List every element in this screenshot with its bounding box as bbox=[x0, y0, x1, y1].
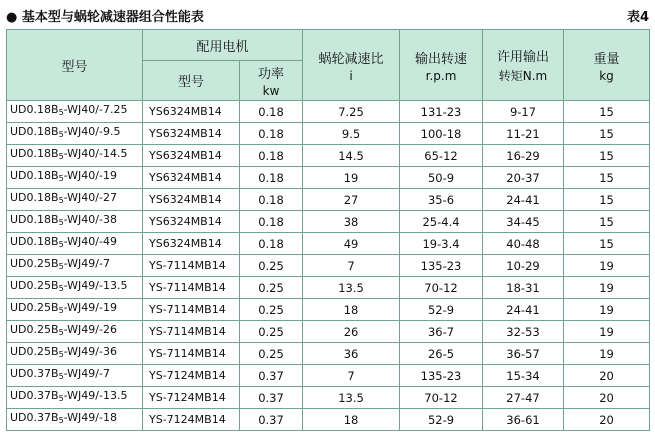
cell-model: $UD0.37B_5-WJ49/-18$ bbox=[7, 409, 143, 431]
cell-weight: 15 bbox=[564, 233, 650, 255]
header-speed: 输出转速 r.p.m bbox=[400, 30, 483, 101]
cell-motor: YS-7114MB14 bbox=[143, 321, 240, 343]
cell-motor: YS-7114MB14 bbox=[143, 255, 240, 277]
cell-weight: 15 bbox=[564, 189, 650, 211]
table-row bbox=[7, 189, 650, 211]
cell-speed: 65-12 bbox=[400, 145, 483, 167]
cell-ratio: 18 bbox=[303, 409, 400, 431]
cell-speed: 52-9 bbox=[400, 409, 483, 431]
cell-model: $UD0.18B_5-WJ40/-9.5$ bbox=[7, 123, 143, 145]
table-row bbox=[7, 123, 650, 145]
header-motor-model: 型号 bbox=[143, 61, 240, 101]
cell-torque: 40-48 bbox=[483, 233, 564, 255]
cell-weight: 20 bbox=[564, 409, 650, 431]
header-ratio: 蜗轮减速比 i bbox=[303, 30, 400, 101]
cell-model: $UD0.25B_5-WJ49/-7$ bbox=[7, 255, 143, 277]
table-row bbox=[7, 387, 650, 409]
cell-weight: 19 bbox=[564, 321, 650, 343]
cell-motor: YS-7114MB14 bbox=[143, 299, 240, 321]
cell-weight: 15 bbox=[564, 123, 650, 145]
cell-weight: 19 bbox=[564, 277, 650, 299]
cell-power: 0.18 bbox=[240, 167, 303, 189]
cell-weight: 15 bbox=[564, 211, 650, 233]
cell-power: 0.18 bbox=[240, 189, 303, 211]
table-row bbox=[7, 365, 650, 387]
cell-power: 0.37 bbox=[240, 365, 303, 387]
cell-weight: 19 bbox=[564, 299, 650, 321]
cell-speed: 70-12 bbox=[400, 277, 483, 299]
cell-torque: 36-61 bbox=[483, 409, 564, 431]
cell-speed: 135-23 bbox=[400, 255, 483, 277]
table-title bbox=[6, 6, 204, 25]
cell-model: $UD0.18B_5-WJ40/-19$ bbox=[7, 167, 143, 189]
cell-model: $UD0.25B_5-WJ49/-13.5$ bbox=[7, 277, 143, 299]
table-row bbox=[7, 255, 650, 277]
cell-power: 0.18 bbox=[240, 101, 303, 123]
cell-torque: 15-34 bbox=[483, 365, 564, 387]
cell-model: $UD0.37B_5-WJ49/-7$ bbox=[7, 365, 143, 387]
cell-power: 0.25 bbox=[240, 299, 303, 321]
cell-motor: YS-7114MB14 bbox=[143, 277, 240, 299]
cell-motor: YS6324MB14 bbox=[143, 233, 240, 255]
table-row bbox=[7, 211, 650, 233]
cell-motor: YS-7124MB14 bbox=[143, 365, 240, 387]
cell-model: $UD0.18B_5-WJ40/-49$ bbox=[7, 233, 143, 255]
cell-motor: YS-7114MB14 bbox=[143, 343, 240, 365]
table-number: 表4 bbox=[626, 10, 649, 25]
cell-ratio: 13.5 bbox=[303, 277, 400, 299]
table-row bbox=[7, 145, 650, 167]
table-row bbox=[7, 343, 650, 365]
header-torque: 许用输出 转矩N.m bbox=[483, 30, 564, 101]
cell-motor: YS6324MB14 bbox=[143, 189, 240, 211]
cell-speed: 19-3.4 bbox=[400, 233, 483, 255]
table-row bbox=[7, 233, 650, 255]
cell-motor: YS-7124MB14 bbox=[143, 387, 240, 409]
cell-torque: 9-17 bbox=[483, 101, 564, 123]
cell-weight: 15 bbox=[564, 145, 650, 167]
cell-motor: YS6324MB14 bbox=[143, 167, 240, 189]
cell-power: 0.18 bbox=[240, 211, 303, 233]
cell-ratio: 7 bbox=[303, 255, 400, 277]
cell-torque: 18-31 bbox=[483, 277, 564, 299]
cell-model: $UD0.37B_5-WJ49/-13.5$ bbox=[7, 387, 143, 409]
cell-weight: 20 bbox=[564, 365, 650, 387]
table-row bbox=[7, 101, 650, 123]
cell-ratio: 7.25 bbox=[303, 101, 400, 123]
cell-ratio: 26 bbox=[303, 321, 400, 343]
cell-ratio: 19 bbox=[303, 167, 400, 189]
cell-torque: 24-41 bbox=[483, 189, 564, 211]
cell-power: 0.25 bbox=[240, 321, 303, 343]
cell-speed: 25-4.4 bbox=[400, 211, 483, 233]
cell-weight: 20 bbox=[564, 387, 650, 409]
cell-ratio: 49 bbox=[303, 233, 400, 255]
table-row bbox=[7, 299, 650, 321]
cell-motor: YS6324MB14 bbox=[143, 211, 240, 233]
cell-torque: 24-41 bbox=[483, 299, 564, 321]
cell-weight: 19 bbox=[564, 343, 650, 365]
cell-model: $UD0.25B_5-WJ49/-26$ bbox=[7, 321, 143, 343]
cell-speed: 100-18 bbox=[400, 123, 483, 145]
cell-model: $UD0.18B_5-WJ40/-27$ bbox=[7, 189, 143, 211]
cell-ratio: 9.5 bbox=[303, 123, 400, 145]
title-row bbox=[6, 4, 649, 26]
cell-motor: YS6324MB14 bbox=[143, 123, 240, 145]
cell-ratio: 14.5 bbox=[303, 145, 400, 167]
bullet-icon: ● bbox=[6, 10, 18, 25]
cell-power: 0.18 bbox=[240, 233, 303, 255]
cell-weight: 19 bbox=[564, 255, 650, 277]
cell-motor: YS-7124MB14 bbox=[143, 409, 240, 431]
cell-model: $UD0.25B_5-WJ49/-36$ bbox=[7, 343, 143, 365]
performance-table bbox=[6, 29, 650, 431]
cell-ratio: 18 bbox=[303, 299, 400, 321]
cell-model: $UD0.18B_5-WJ40/-7.25$ bbox=[7, 101, 143, 123]
title-text: 基本型与蜗轮减速器组合性能表 bbox=[21, 10, 204, 25]
header-model: 型号 bbox=[7, 30, 143, 101]
cell-motor: YS6324MB14 bbox=[143, 101, 240, 123]
cell-torque: 34-45 bbox=[483, 211, 564, 233]
table-row bbox=[7, 277, 650, 299]
cell-model: $UD0.18B_5-WJ40/-38$ bbox=[7, 211, 143, 233]
cell-speed: 35-6 bbox=[400, 189, 483, 211]
cell-speed: 36-7 bbox=[400, 321, 483, 343]
cell-torque: 20-37 bbox=[483, 167, 564, 189]
cell-model: $UD0.18B_5-WJ40/-14.5$ bbox=[7, 145, 143, 167]
cell-power: 0.25 bbox=[240, 255, 303, 277]
header-motor-group: 配用电机 bbox=[143, 30, 303, 61]
cell-power: 0.37 bbox=[240, 409, 303, 431]
cell-torque: 36-57 bbox=[483, 343, 564, 365]
cell-ratio: 36 bbox=[303, 343, 400, 365]
cell-torque: 16-29 bbox=[483, 145, 564, 167]
table-row bbox=[7, 409, 650, 431]
cell-speed: 70-12 bbox=[400, 387, 483, 409]
cell-ratio: 27 bbox=[303, 189, 400, 211]
cell-power: 0.25 bbox=[240, 277, 303, 299]
cell-torque: 11-21 bbox=[483, 123, 564, 145]
cell-power: 0.18 bbox=[240, 123, 303, 145]
cell-ratio: 38 bbox=[303, 211, 400, 233]
cell-torque: 32-53 bbox=[483, 321, 564, 343]
cell-speed: 52-9 bbox=[400, 299, 483, 321]
header-power: 功率 kw bbox=[240, 61, 303, 101]
cell-torque: 27-47 bbox=[483, 387, 564, 409]
cell-power: 0.37 bbox=[240, 387, 303, 409]
cell-weight: 15 bbox=[564, 167, 650, 189]
cell-power: 0.18 bbox=[240, 145, 303, 167]
cell-model: $UD0.25B_5-WJ49/-19$ bbox=[7, 299, 143, 321]
cell-motor: YS6324MB14 bbox=[143, 145, 240, 167]
header-weight: 重量 kg bbox=[564, 30, 650, 101]
table-row bbox=[7, 321, 650, 343]
cell-ratio: 13.5 bbox=[303, 387, 400, 409]
cell-torque: 10-29 bbox=[483, 255, 564, 277]
cell-speed: 131-23 bbox=[400, 101, 483, 123]
cell-speed: 135-23 bbox=[400, 365, 483, 387]
cell-weight: 15 bbox=[564, 101, 650, 123]
table-row bbox=[7, 167, 650, 189]
cell-power: 0.25 bbox=[240, 343, 303, 365]
cell-speed: 26-5 bbox=[400, 343, 483, 365]
cell-speed: 50-9 bbox=[400, 167, 483, 189]
cell-ratio: 7 bbox=[303, 365, 400, 387]
